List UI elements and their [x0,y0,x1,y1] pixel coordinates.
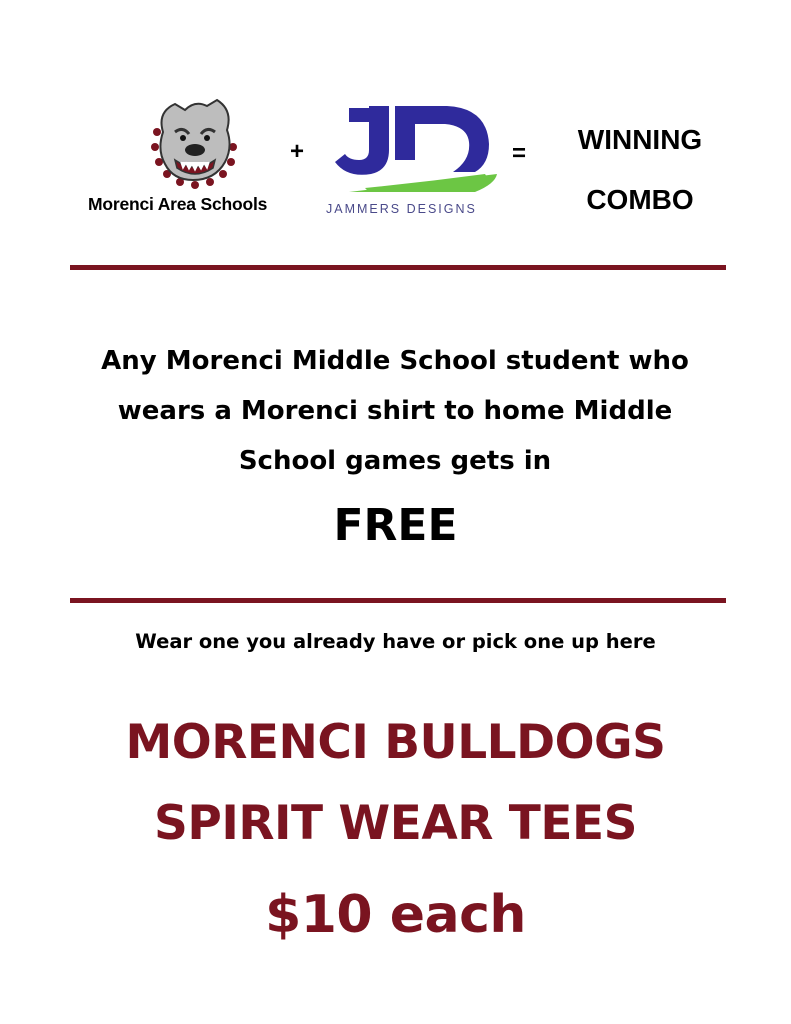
jd-logo-icon [325,100,505,198]
promo-line-1: MORENCI BULLDOGS [125,715,666,770]
divider-bottom [70,598,726,603]
winning-combo-heading [550,110,730,230]
divider-top [70,265,726,270]
partner-caption: JAMMERS DESIGNS [326,202,477,216]
offer-line-2: wears a Morenci shirt to home Middle [117,396,673,426]
promo-line-2: SPIRIT WEAR TEES [154,796,637,851]
price-label: $10 each [265,885,526,945]
offer-line-1: Any Morenci Middle School student who [101,346,689,376]
winning-line: WINNING [577,124,703,155]
wear-text: Wear one you already have or pick one up here [135,630,656,653]
plus-sign: + [290,138,305,165]
offer-line-3: School games gets in [238,446,552,476]
combo-line: COMBO [586,184,694,215]
equals-sign: = [512,140,527,167]
bulldog-icon [145,92,245,192]
free-heading: FREE [333,500,458,551]
school-name: Morenci Area Schools [88,194,268,214]
offer-text [60,336,730,486]
